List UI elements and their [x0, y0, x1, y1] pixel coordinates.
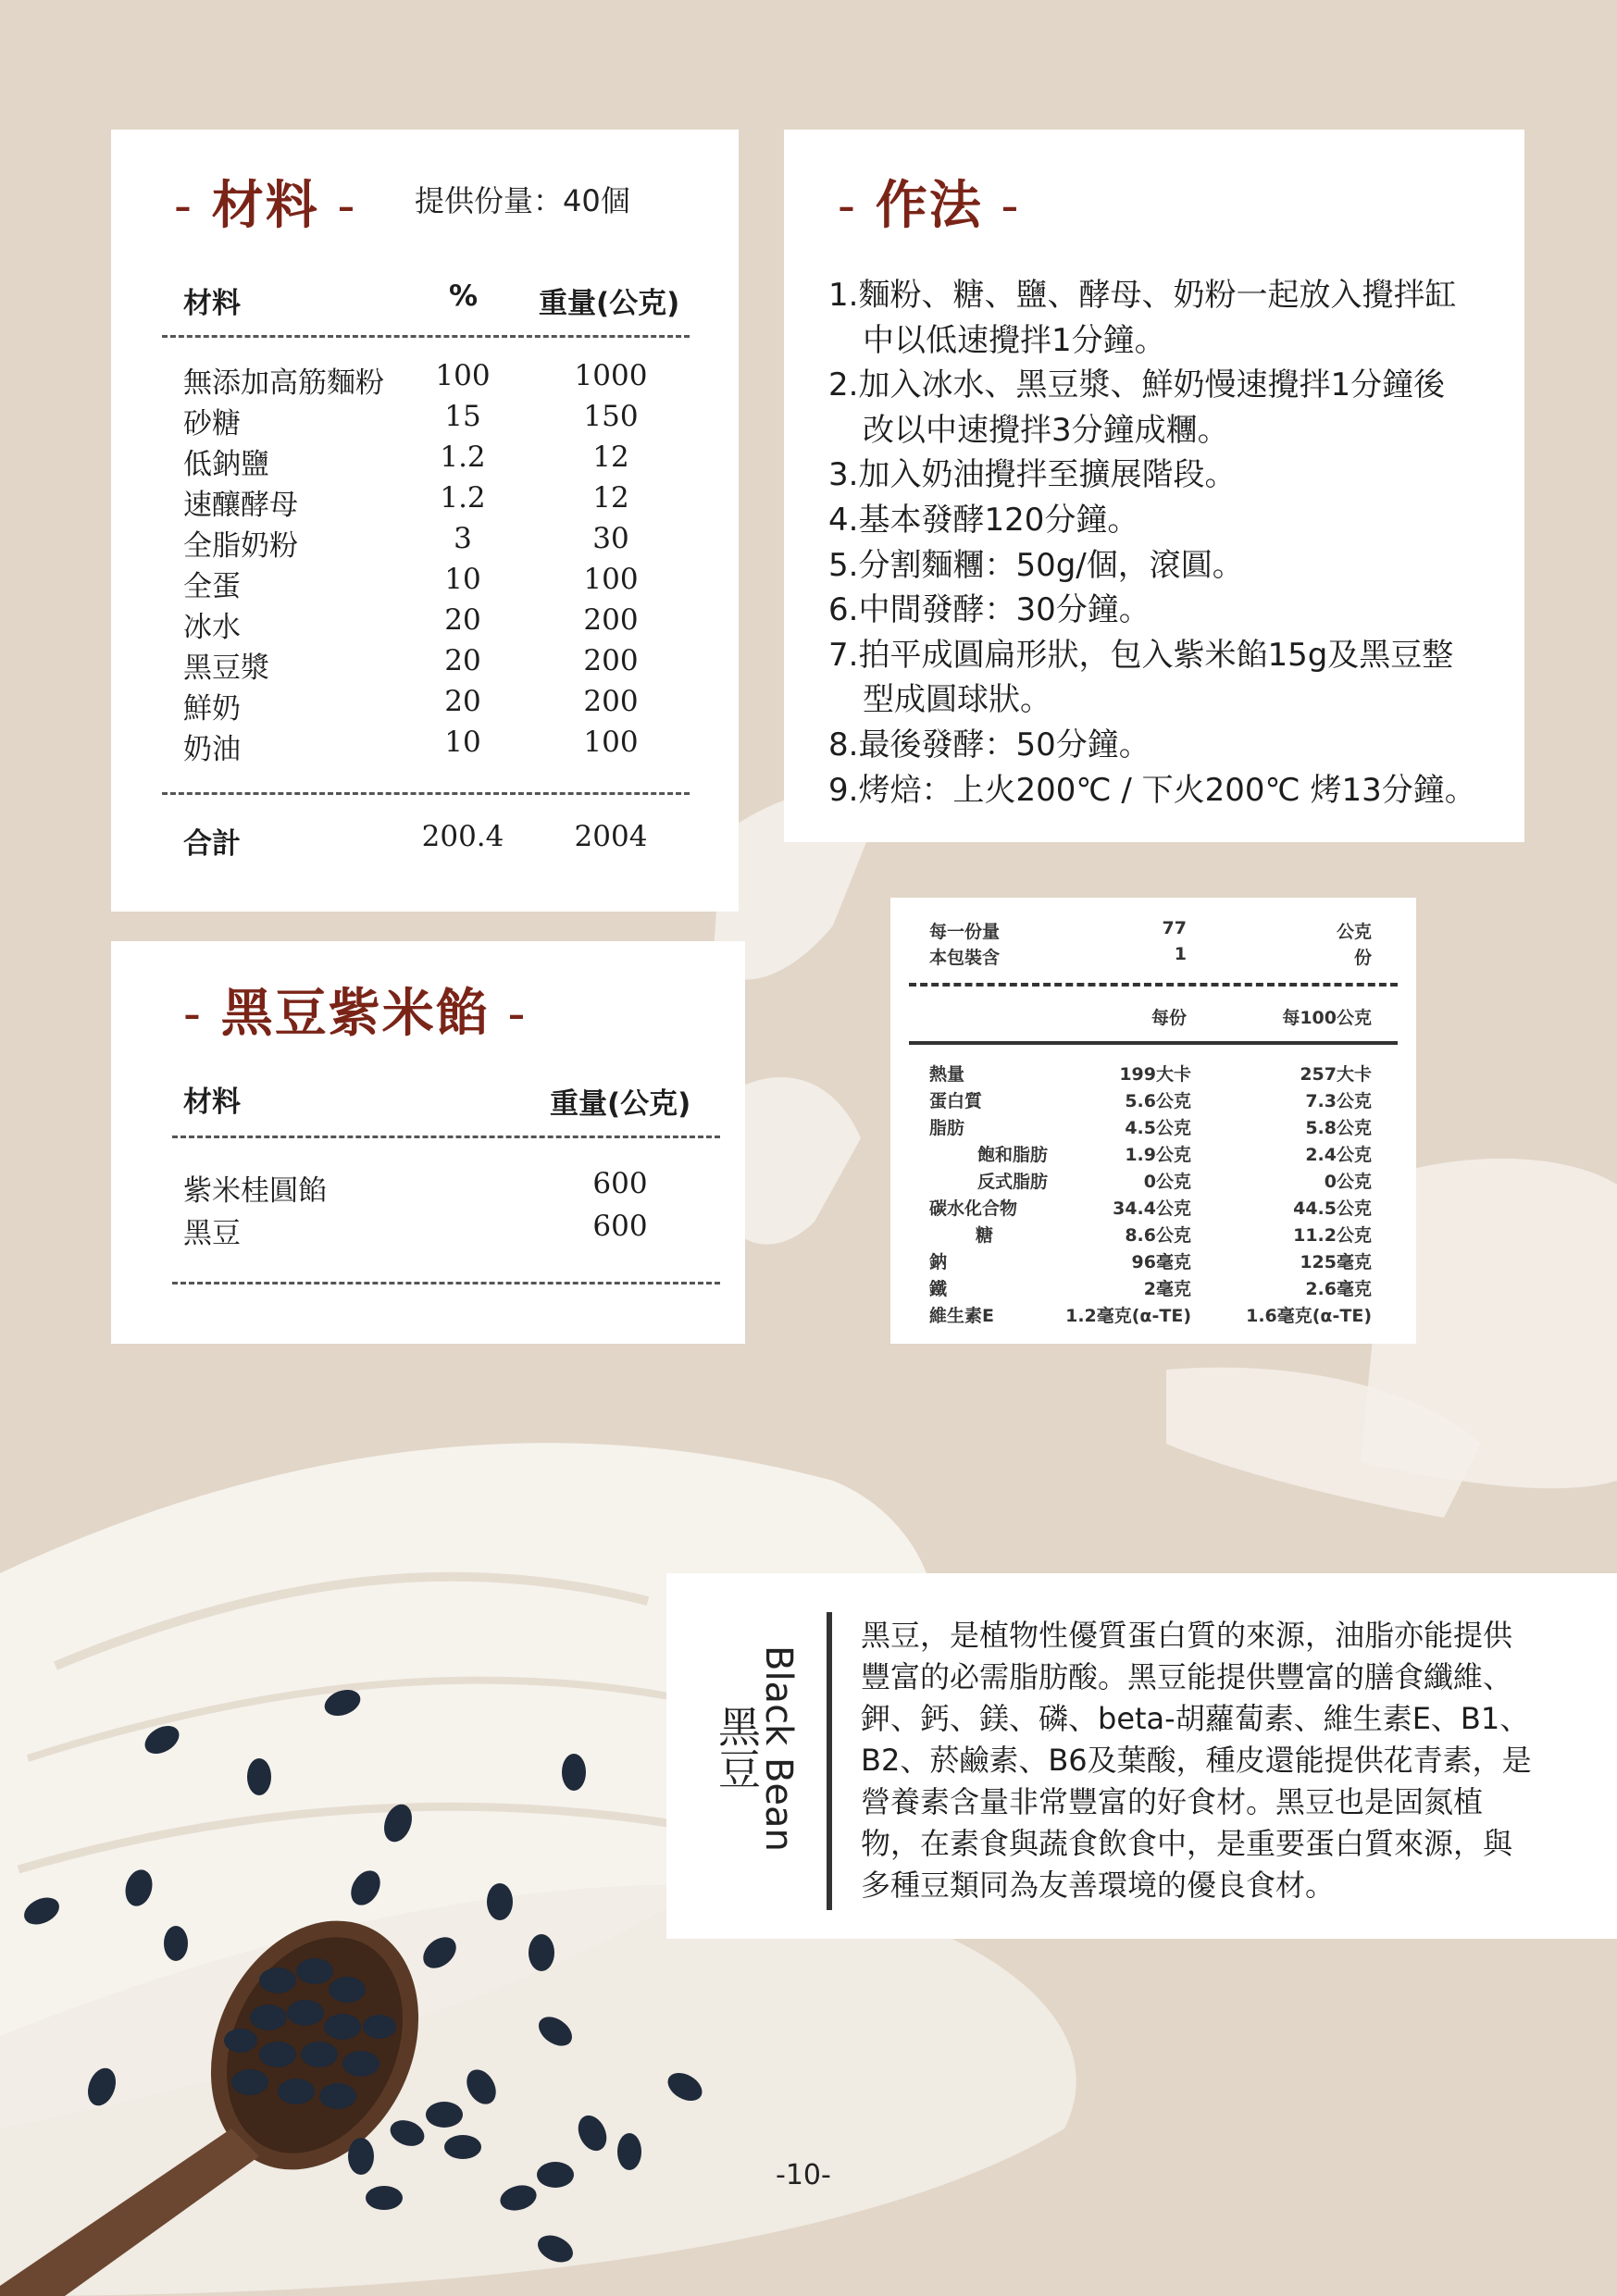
- ingredient-weight: 12: [592, 441, 629, 474]
- ingredient-pct: 1.2: [440, 441, 486, 474]
- serving-size-text: 提供份量：40個: [415, 183, 630, 218]
- ingredient-pct: 10: [444, 726, 481, 759]
- method-step: 9.烤焙：上火200℃ / 下火200℃ 烤13分鐘。: [828, 771, 1476, 809]
- filling-weight: 600: [592, 1167, 648, 1200]
- vertical-rule: [827, 1612, 832, 1910]
- filling-panel: [111, 941, 745, 1344]
- nutrient-per: 5.6公克: [1125, 1091, 1191, 1111]
- nutrient-per: 1.9公克: [1125, 1145, 1191, 1165]
- nutrient-per100: 2.4公克: [1305, 1145, 1372, 1165]
- ingredient-name: 冰水: [183, 611, 241, 644]
- serving-size-label: 每一份量: [929, 922, 1001, 942]
- col-header-per-100g: 每100公克: [1282, 1008, 1372, 1028]
- ingredient-pct: 10: [444, 563, 481, 596]
- method-step: 型成圓球狀。: [863, 681, 1051, 719]
- method-step: 改以中速攪拌3分鐘成糰。: [863, 411, 1229, 449]
- ingredient-weight: 30: [592, 522, 629, 555]
- ingredient-name: 低鈉鹽: [183, 448, 269, 481]
- black-bean-title-zh: 黑豆: [712, 1705, 762, 1790]
- filling-name: 紫米桂圓餡: [183, 1174, 327, 1208]
- nutrient-per: 4.5公克: [1125, 1118, 1191, 1138]
- ingredient-name: 砂糖: [183, 407, 241, 441]
- page-number: -10-: [776, 2159, 831, 2191]
- nutrient-per100: 1.6毫克(α-TE): [1246, 1306, 1372, 1326]
- col-header-percent: %: [449, 279, 479, 313]
- method-heading: - 作法 -: [838, 175, 1021, 236]
- ingredient-name: 無添加高筋麵粉: [183, 366, 384, 400]
- divider: [162, 792, 690, 795]
- method-step: 1.麵粉、糖、鹽、酵母、奶粉一起放入攪拌缸: [828, 277, 1457, 314]
- ingredient-pct: 20: [444, 603, 481, 637]
- ingredient-name: 黑豆漿: [183, 652, 269, 685]
- nutrient-per: 2毫克: [1143, 1279, 1191, 1299]
- ingredient-pct: 100: [435, 359, 491, 392]
- method-step: 7.拍平成圓扁形狀，包入紫米餡15g及黑豆整: [828, 636, 1454, 674]
- ingredient-weight: 1000: [574, 359, 648, 392]
- nutrient-label: 維生素E: [929, 1306, 994, 1326]
- serving-size-unit: 公克: [1336, 922, 1372, 942]
- filling-name: 黑豆: [183, 1217, 241, 1250]
- ingredients-panel: [111, 130, 739, 912]
- nutrient-per: 96毫克: [1131, 1252, 1191, 1272]
- total-weight: 2004: [574, 820, 648, 853]
- nutrient-per: 199大卡: [1119, 1064, 1191, 1085]
- description-line: 鉀、鈣、鎂、磷、beta-胡蘿蔔素、維生素E、B1、: [861, 1701, 1530, 1736]
- method-step: 3.加入奶油攪拌至擴展階段。: [828, 456, 1237, 494]
- servings-label: 本包裝含: [929, 948, 1001, 968]
- serving-size-value: 77: [1162, 918, 1187, 938]
- ingredient-pct: 3: [454, 522, 472, 555]
- nutrient-per100: 2.6毫克: [1305, 1279, 1372, 1299]
- ingredient-name: 速釀酵母: [183, 489, 298, 522]
- nutrient-per: 34.4公克: [1113, 1198, 1191, 1219]
- description-line: 營養素含量非常豐富的好食材。黑豆也是固氮植: [861, 1784, 1484, 1819]
- divider: [162, 335, 690, 338]
- nutrient-per100: 0公克: [1324, 1172, 1372, 1192]
- method-step: 4.基本發酵120分鐘。: [828, 501, 1139, 539]
- total-pct: 200.4: [421, 820, 504, 853]
- nutrient-label: 蛋白質: [929, 1091, 983, 1111]
- divider: [172, 1136, 720, 1138]
- nutrient-per100: 5.8公克: [1305, 1118, 1372, 1138]
- method-step: 6.中間發酵：30分鐘。: [828, 591, 1151, 629]
- col-header-ingredient: 材料: [183, 287, 241, 320]
- description-line: B2、菸鹼素、B6及葉酸，種皮還能提供花青素，是: [861, 1743, 1532, 1778]
- ingredient-pct: 20: [444, 644, 481, 677]
- ingredient-name: 全蛋: [183, 570, 241, 603]
- nutrient-label: 熱量: [929, 1064, 965, 1085]
- nutrient-per: 1.2毫克(α-TE): [1065, 1306, 1191, 1326]
- ingredient-name: 奶油: [183, 733, 241, 766]
- method-step: 8.最後發酵：50分鐘。: [828, 726, 1151, 763]
- ingredients-heading: - 材料 -: [174, 175, 357, 236]
- nutrient-per100: 7.3公克: [1305, 1091, 1372, 1111]
- method-step: 5.分割麵糰：50g/個，滾圓。: [828, 546, 1244, 584]
- method-step: 中以低速攪拌1分鐘。: [863, 321, 1166, 359]
- nutrient-per: 0公克: [1143, 1172, 1191, 1192]
- ingredient-name: 全脂奶粉: [183, 529, 298, 563]
- servings-unit: 份: [1353, 948, 1372, 968]
- ingredient-weight: 200: [583, 603, 639, 637]
- ingredient-pct: 1.2: [440, 481, 486, 515]
- nutrient-label: 糖: [976, 1225, 994, 1246]
- nutrient-label: 鈉: [929, 1252, 948, 1272]
- filling-col-header-ingredient: 材料: [183, 1086, 241, 1119]
- ingredient-name: 鮮奶: [183, 692, 241, 726]
- nutrient-per100: 257大卡: [1300, 1064, 1372, 1085]
- nutrient-label: 碳水化合物: [929, 1198, 1018, 1219]
- ingredient-weight: 150: [583, 400, 639, 433]
- black-bean-description: [861, 1615, 1532, 1906]
- ingredient-pct: 15: [444, 400, 481, 433]
- description-line: 多種豆類同為友善環境的優良食材。: [861, 1868, 1336, 1903]
- nutrient-label: 飽和脂肪: [977, 1145, 1049, 1165]
- divider: [909, 983, 1398, 987]
- nutrient-per100: 125毫克: [1300, 1252, 1372, 1272]
- ingredient-weight: 12: [592, 481, 629, 515]
- col-header-weight: 重量(公克): [539, 287, 680, 320]
- black-bean-title-en: Black Bean: [757, 1645, 800, 1852]
- description-line: 物，在素食與蔬食飲食中，是重要蛋白質來源，與: [861, 1826, 1513, 1861]
- ingredient-weight: 100: [583, 563, 639, 596]
- divider: [172, 1282, 720, 1285]
- description-line: 黑豆，是植物性優質蛋白質的來源，油脂亦能提供: [861, 1618, 1513, 1653]
- servings-value: 1: [1174, 944, 1187, 964]
- total-label: 合計: [183, 827, 241, 861]
- nutrition-label: [890, 898, 1416, 1344]
- nutrient-per: 8.6公克: [1125, 1225, 1191, 1246]
- method-steps: [828, 273, 1476, 813]
- nutrient-label: 鐵: [929, 1279, 948, 1299]
- col-header-per-serving: 每份: [1151, 1008, 1187, 1028]
- filling-weight: 600: [592, 1210, 648, 1243]
- method-step: 2.加入冰水、黑豆漿、鮮奶慢速攪拌1分鐘後: [828, 366, 1446, 404]
- ingredient-pct: 20: [444, 685, 481, 718]
- ingredient-weight: 100: [583, 726, 639, 759]
- nutrient-per100: 11.2公克: [1293, 1225, 1372, 1246]
- description-line: 豐富的必需脂肪酸。黑豆能提供豐富的膳食纖維、: [861, 1659, 1513, 1694]
- divider: [909, 1041, 1398, 1045]
- filling-col-header-weight: 重量(公克): [550, 1087, 691, 1121]
- nutrient-label: 脂肪: [929, 1118, 965, 1138]
- filling-heading: - 黑豆紫米餡 -: [183, 983, 528, 1044]
- nutrient-per100: 44.5公克: [1293, 1198, 1372, 1219]
- ingredient-weight: 200: [583, 685, 639, 718]
- nutrient-label: 反式脂肪: [977, 1172, 1049, 1192]
- ingredient-weight: 200: [583, 644, 639, 677]
